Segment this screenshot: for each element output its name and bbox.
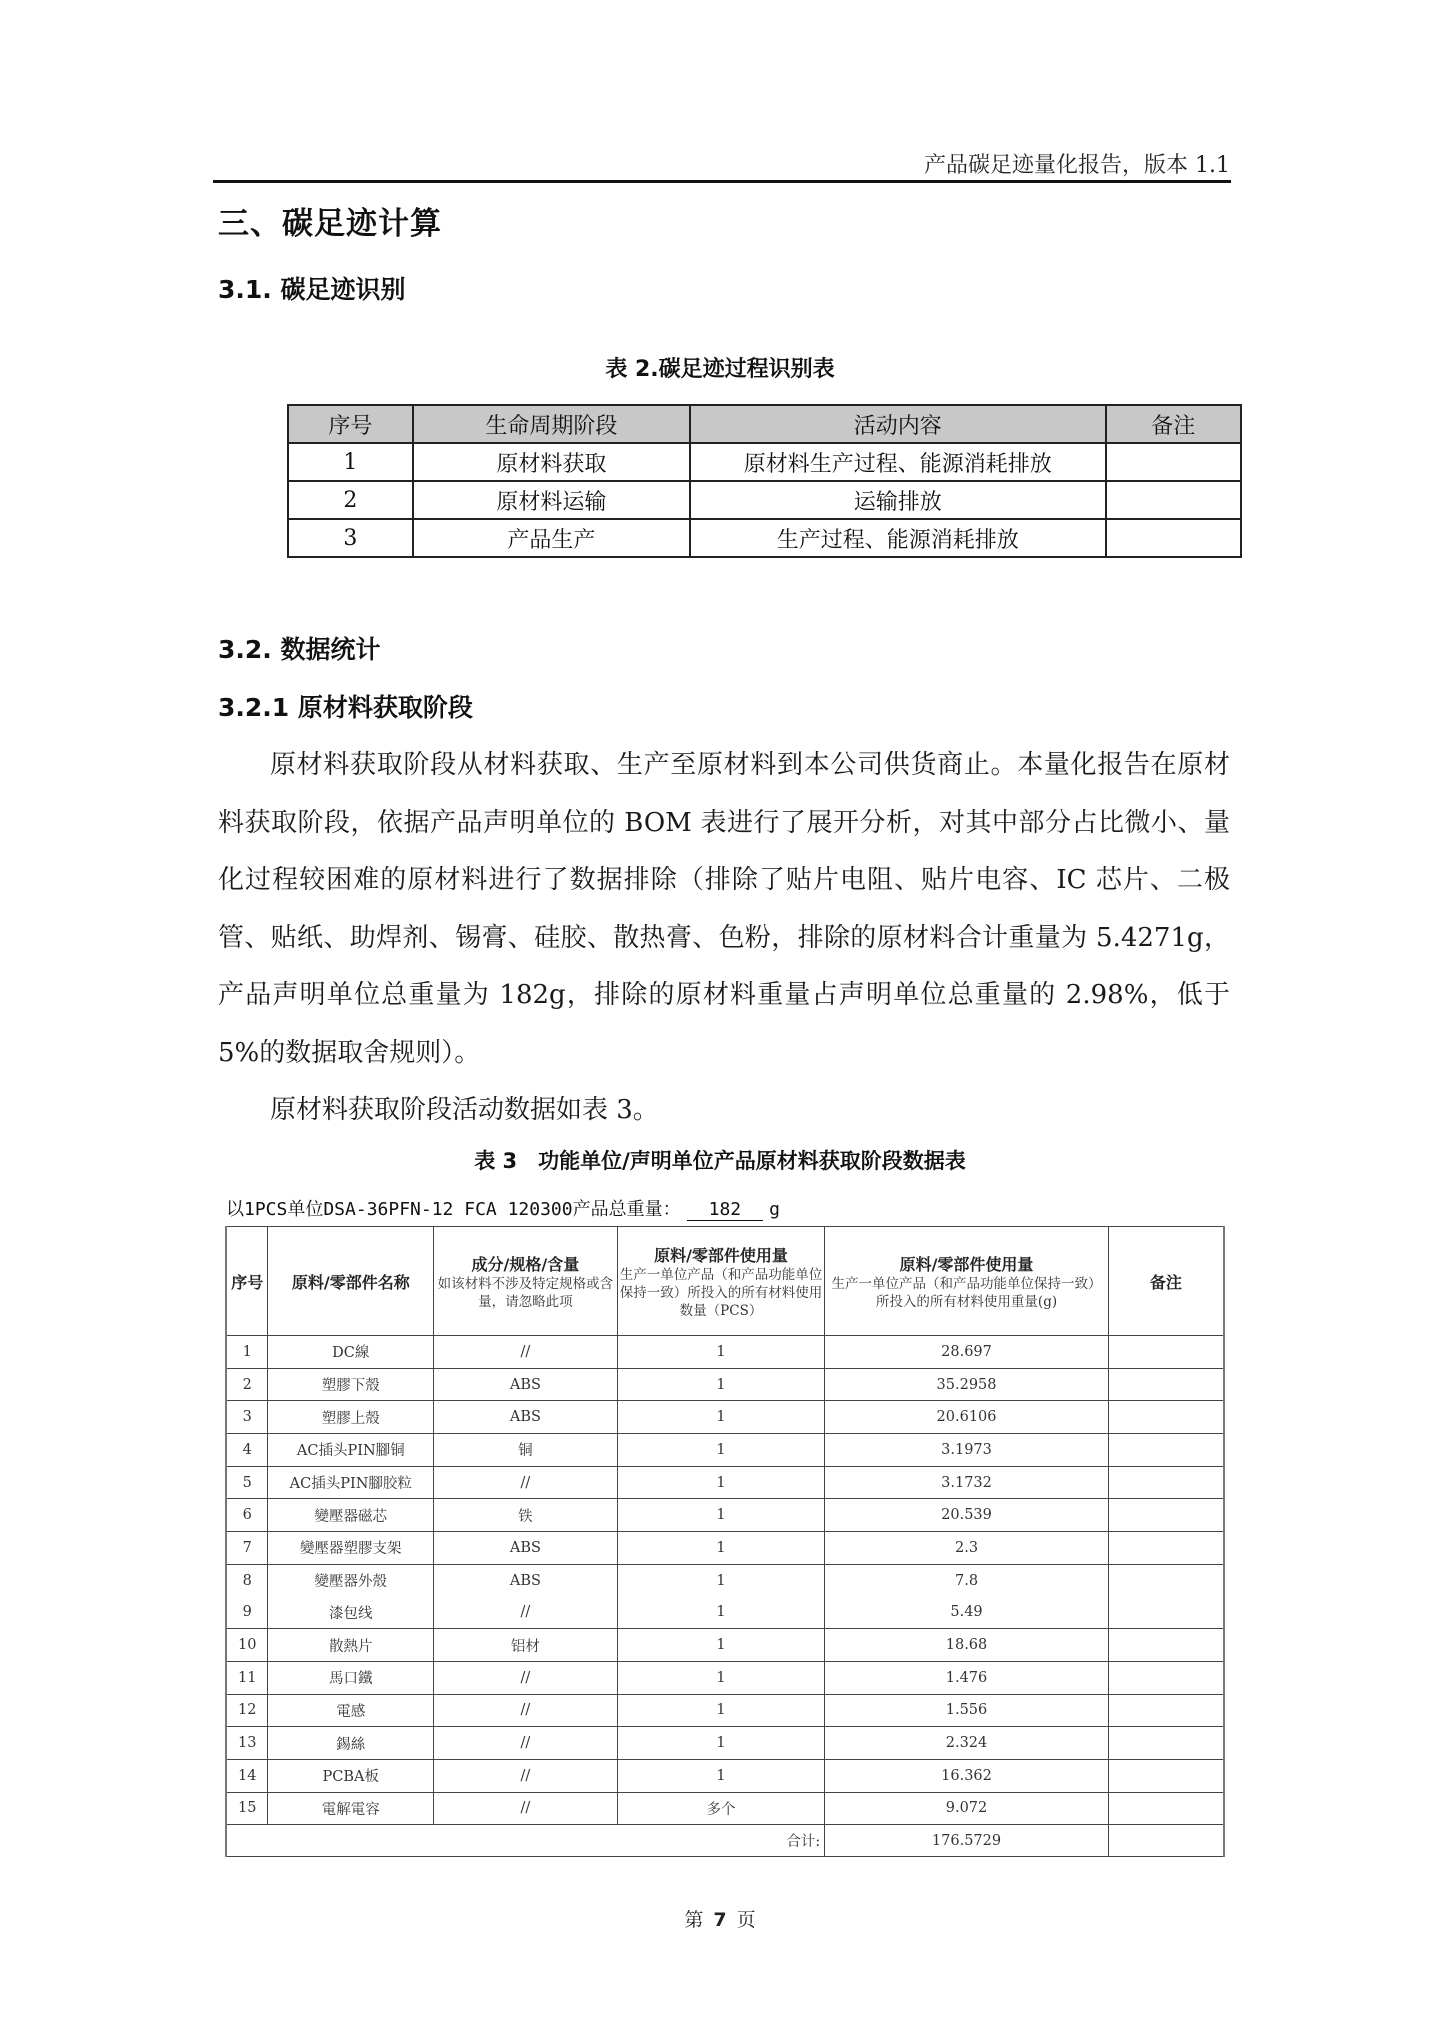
cell-remark (1108, 1792, 1224, 1825)
cell-material-name: 錫絲 (268, 1727, 434, 1760)
cell-activity: 运输排放 (690, 481, 1106, 519)
table-row (226, 1727, 1224, 1760)
cell-spec: ABS (434, 1564, 618, 1596)
cell-remark (1108, 1759, 1224, 1792)
cell-material-name: 漆包线 (268, 1597, 434, 1629)
cell-weight: 3.1732 (825, 1466, 1108, 1499)
cell-weight: 2.3 (825, 1532, 1108, 1565)
cell-seq: 8 (226, 1564, 268, 1596)
header-rule (213, 180, 1231, 183)
table-row (226, 1368, 1224, 1401)
cell-weight: 18.68 (825, 1629, 1108, 1662)
table3-header-weight: 原料/零部件使用量 生产一单位产品（和产品功能单位保持一致）所投入的所有材料使用重量(g) (825, 1227, 1108, 1336)
page-footer (0, 1905, 1440, 1932)
cell-seq: 13 (226, 1727, 268, 1760)
cell-spec: ABS (434, 1532, 618, 1565)
cell-seq: 6 (226, 1499, 268, 1532)
cell-remark (1108, 1661, 1224, 1694)
cell-spec: // (434, 1759, 618, 1792)
cell-seq: 4 (226, 1434, 268, 1467)
cell-seq: 2 (288, 481, 413, 519)
cell-quantity: 1 (617, 1499, 825, 1532)
section-3-1-title: 3.1. 碳足迹识别 (218, 275, 406, 304)
cell-weight: 5.49 (825, 1597, 1108, 1629)
table2-header-seq: 序号 (288, 405, 413, 443)
cell-activity: 生产过程、能源消耗排放 (690, 519, 1106, 557)
cell-quantity: 1 (617, 1532, 825, 1565)
cell-material-name: 散熱片 (268, 1629, 434, 1662)
cell-seq: 1 (226, 1336, 268, 1369)
cell-material-name: AC插头PIN腳铜 (268, 1434, 434, 1467)
table3-header-name: 原料/零部件名称 (268, 1227, 434, 1336)
table2-caption: 表 2.碳足迹过程识别表 (605, 357, 835, 382)
cell-quantity: 多个 (617, 1792, 825, 1825)
cell-quantity: 1 (617, 1759, 825, 1792)
cell-material-name: 變壓器塑膠支架 (268, 1532, 434, 1565)
section-3-2-1-title: 3.2.1 原材料获取阶段 (218, 693, 473, 722)
cell-weight: 20.6106 (825, 1401, 1108, 1434)
cell-quantity: 1 (617, 1336, 825, 1369)
cell-seq: 3 (288, 519, 413, 557)
cell-weight: 35.2958 (825, 1368, 1108, 1401)
table2-header-stage: 生命周期阶段 (413, 405, 690, 443)
cell-quantity: 1 (617, 1661, 825, 1694)
table3-lead-line (226, 1195, 780, 1221)
running-header: 产品碳足迹量化报告，版本 1.1 (924, 153, 1230, 178)
cell-seq: 10 (226, 1629, 268, 1662)
page-number-prefix: 第 (684, 1909, 704, 1931)
cell-quantity: 1 (617, 1434, 825, 1467)
cell-remark (1108, 1368, 1224, 1401)
cell-seq: 3 (226, 1401, 268, 1434)
paragraph-raw-material-scope: 原材料获取阶段从材料获取、生产至原材料到本公司供货商止。本量化报告在原材料获取阶段，依据产品声明单位的 BOM 表进行了展开分析，对其中部分占比微小、量化过程较困难的原材料进行了数据排除（排除了贴片电阻、贴片电容、IC 芯片、二极管、贴纸、助焊剂、锡膏、硅胶、散热膏、色粉，排除的原材料合计重量为 5.4271g，产品声明单位总重量为 182g，排除的原材料重量占声明单位总重量的 2.98%，低于 5%的数据取舍规则）。 (218, 750, 1230, 1068)
paragraph-table-reference: 原材料获取阶段活动数据如表 3。 (270, 1095, 659, 1125)
cell-material-name: DC線 (268, 1336, 434, 1369)
cell-activity: 原材料生产过程、能源消耗排放 (690, 443, 1106, 481)
table-row (226, 1401, 1224, 1434)
cell-spec: // (434, 1466, 618, 1499)
table3-total-row (226, 1825, 1224, 1857)
cell-quantity: 1 (617, 1597, 825, 1629)
cell-material-name: 變壓器磁芯 (268, 1499, 434, 1532)
cell-spec: ABS (434, 1401, 618, 1434)
table-row (226, 1499, 1224, 1532)
table2-header-remark: 备注 (1106, 405, 1241, 443)
table2-process-identification (287, 404, 1242, 558)
cell-material-name: 變壓器外殼 (268, 1564, 434, 1596)
cell-stage: 原材料运输 (413, 481, 690, 519)
table-row (288, 519, 1241, 557)
cell-seq: 12 (226, 1694, 268, 1727)
cell-spec: // (434, 1597, 618, 1629)
chapter-title: 三、碳足迹计算 (218, 206, 442, 242)
cell-quantity: 1 (617, 1694, 825, 1727)
cell-stage: 原材料获取 (413, 443, 690, 481)
cell-weight: 28.697 (825, 1336, 1108, 1369)
cell-remark (1108, 1564, 1224, 1596)
table3-total-value: 176.5729 (825, 1825, 1108, 1857)
cell-spec: // (434, 1694, 618, 1727)
cell-spec: // (434, 1792, 618, 1825)
cell-material-name: PCBA板 (268, 1759, 434, 1792)
cell-remark (1106, 481, 1241, 519)
cell-material-name: 馬口鐵 (268, 1661, 434, 1694)
table-row (226, 1597, 1224, 1629)
cell-material-name: 塑膠下殼 (268, 1368, 434, 1401)
cell-seq: 14 (226, 1759, 268, 1792)
table-row (226, 1434, 1224, 1467)
cell-remark (1108, 1434, 1224, 1467)
cell-quantity: 1 (617, 1368, 825, 1401)
table3-caption: 表 3 功能单位/声明单位产品原材料获取阶段数据表 (474, 1149, 966, 1173)
table3-header-qty: 原料/零部件使用量 生产一单位产品（和产品功能单位保持一致）所投入的所有材料使用数量（PCS） (617, 1227, 825, 1336)
table-row (288, 443, 1241, 481)
cell-weight: 20.539 (825, 1499, 1108, 1532)
cell-material-name: 塑膠上殼 (268, 1401, 434, 1434)
table-row (226, 1661, 1224, 1694)
cell-quantity: 1 (617, 1629, 825, 1662)
cell-spec: // (434, 1661, 618, 1694)
page-number-suffix: 页 (736, 1909, 756, 1931)
table3-header-remark: 备注 (1108, 1227, 1224, 1336)
table3-header-spec: 成分/规格/含量 如该材料不涉及特定规格或含量，请忽略此项 (434, 1227, 618, 1336)
table2-header-activity: 活动内容 (690, 405, 1106, 443)
table-row (226, 1564, 1224, 1596)
cell-spec: 铝材 (434, 1629, 618, 1662)
cell-remark (1106, 443, 1241, 481)
cell-weight: 16.362 (825, 1759, 1108, 1792)
cell-weight: 7.8 (825, 1564, 1108, 1596)
table3-total-remark (1108, 1825, 1224, 1857)
cell-material-name: 電解電容 (268, 1792, 434, 1825)
table3-total-label: 合计: (226, 1825, 825, 1857)
cell-quantity: 1 (617, 1401, 825, 1434)
cell-spec: // (434, 1727, 618, 1760)
table-row (226, 1694, 1224, 1727)
cell-stage: 产品生产 (413, 519, 690, 557)
cell-weight: 1.476 (825, 1661, 1108, 1694)
cell-weight: 3.1973 (825, 1434, 1108, 1467)
table-row (226, 1792, 1224, 1825)
table3-lead-prefix: 以1PCS单位DSA-36PFN-12 FCA 120300产品总重量： (226, 1199, 681, 1220)
cell-weight: 2.324 (825, 1727, 1108, 1760)
table3-raw-material-data (225, 1226, 1225, 1857)
cell-seq: 9 (226, 1597, 268, 1629)
table3-weight-unit: g (769, 1199, 780, 1220)
cell-weight: 1.556 (825, 1694, 1108, 1727)
cell-material-name: 電感 (268, 1694, 434, 1727)
cell-spec: 铜 (434, 1434, 618, 1467)
cell-quantity: 1 (617, 1564, 825, 1596)
cell-spec: // (434, 1336, 618, 1369)
cell-material-name: AC插头PIN腳胶粒 (268, 1466, 434, 1499)
cell-remark (1108, 1629, 1224, 1662)
cell-seq: 5 (226, 1466, 268, 1499)
cell-remark (1108, 1597, 1224, 1629)
table-row (288, 481, 1241, 519)
page-number: 7 (713, 1909, 727, 1931)
cell-remark (1108, 1727, 1224, 1760)
cell-seq: 1 (288, 443, 413, 481)
table3-header-row (226, 1227, 1224, 1336)
cell-seq: 7 (226, 1532, 268, 1565)
cell-spec: 铁 (434, 1499, 618, 1532)
table-row (226, 1336, 1224, 1369)
section-3-2-title: 3.2. 数据统计 (218, 635, 381, 664)
cell-remark (1108, 1694, 1224, 1727)
cell-seq: 15 (226, 1792, 268, 1825)
cell-remark (1108, 1499, 1224, 1532)
cell-spec: ABS (434, 1368, 618, 1401)
table2-header-row (288, 405, 1241, 443)
table-row (226, 1532, 1224, 1565)
table3-header-seq: 序号 (226, 1227, 268, 1336)
cell-remark (1108, 1532, 1224, 1565)
cell-remark (1108, 1336, 1224, 1369)
cell-remark (1106, 519, 1241, 557)
body-text (218, 737, 1230, 1140)
cell-weight: 9.072 (825, 1792, 1108, 1825)
table-row (226, 1466, 1224, 1499)
cell-seq: 2 (226, 1368, 268, 1401)
cell-seq: 11 (226, 1661, 268, 1694)
cell-quantity: 1 (617, 1727, 825, 1760)
table-row (226, 1759, 1224, 1792)
table3-total-weight: 182 (687, 1199, 764, 1221)
cell-remark (1108, 1401, 1224, 1434)
table-row (226, 1629, 1224, 1662)
cell-quantity: 1 (617, 1466, 825, 1499)
cell-remark (1108, 1466, 1224, 1499)
